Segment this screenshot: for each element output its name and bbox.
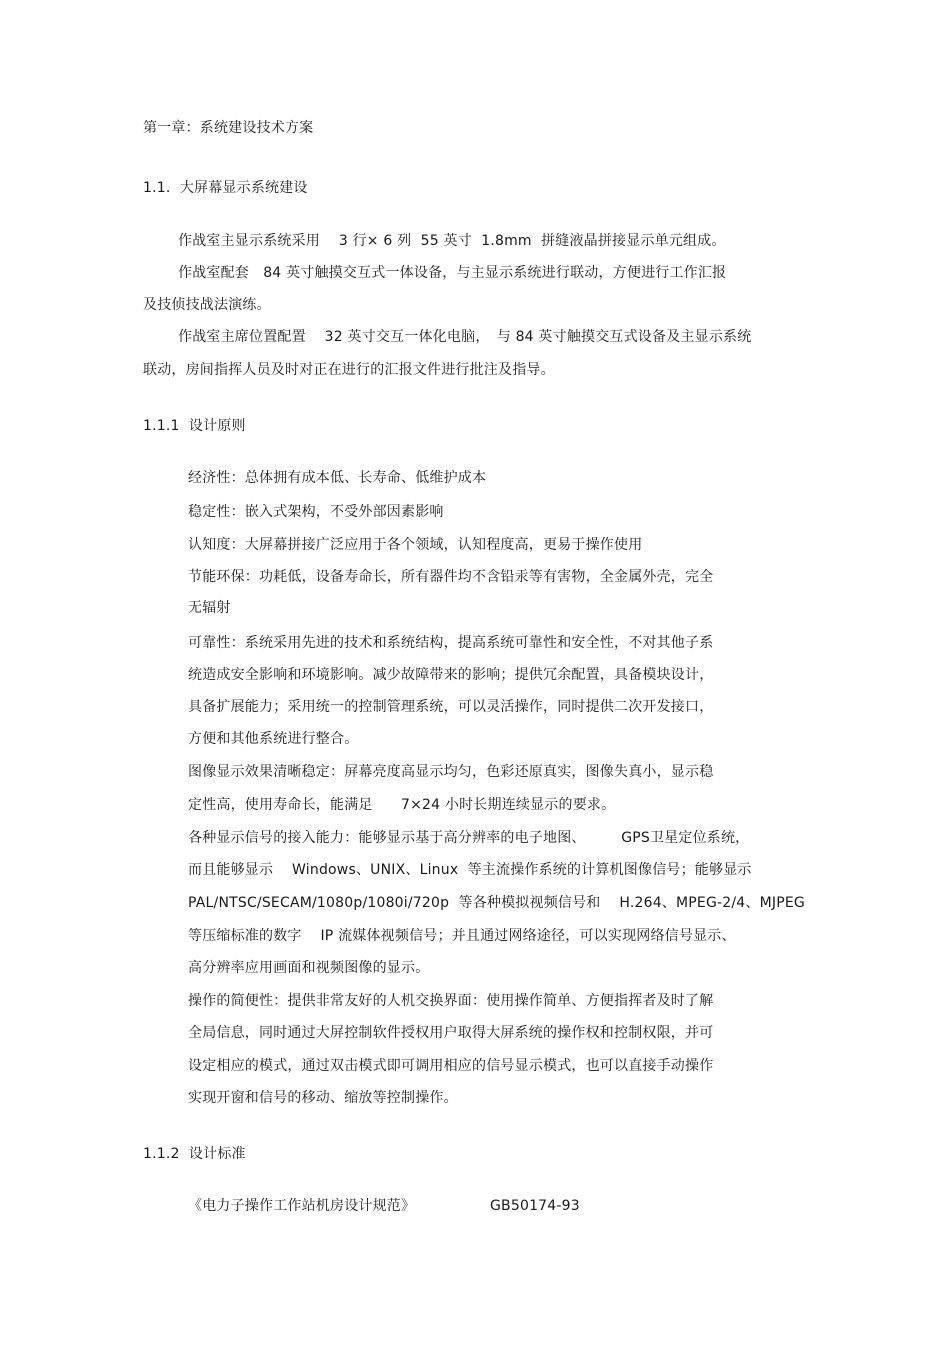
principle-line: 稳定性：嵌入式架构，不受外部因素影响 — [188, 504, 444, 520]
section-1-1-2-heading: 1.1.2 设计标准 — [143, 1146, 246, 1162]
principle-line: 各种显示信号的接入能力：能够显示基于高分辨率的电子地图、 GPS卫星定位系统， — [188, 830, 750, 846]
principle-line: 认知度：大屏幕拼接广泛应用于各个领域，认知程度高，更易于操作使用 — [188, 537, 643, 553]
paragraph-line: 及技侦技战法演练。 — [143, 297, 271, 313]
paragraph-line: 作战室主席位置配置 32 英寸交互一体化电脑， 与 84 英寸触摸交互式设备及主显示系统 — [178, 329, 752, 345]
principle-line: 定性高，使用寿命长，能满足 7×24 小时长期连续显示的要求。 — [188, 797, 616, 813]
section-1-1-heading: 1.1. 大屏幕显示系统建设 — [143, 180, 308, 196]
principle-line: 操作的简便性：提供非常友好的人机交换界面：使用操作简单、方便指挥者及时了解 — [188, 993, 714, 1009]
standard-code: GB50174-93 — [490, 1198, 580, 1214]
principle-line: 具备扩展能力；采用统一的控制管理系统，可以灵活操作，同时提供二次开发接口， — [188, 699, 714, 715]
standard-name: 《电力子操作工作站机房设计规范》 — [188, 1198, 416, 1214]
paragraph-line: 作战室配套 84 英寸触摸交互式一体设备，与主显示系统进行联动，方便进行工作汇报 — [178, 265, 727, 281]
principle-line: 实现开窗和信号的移动、缩放等控制操作。 — [188, 1090, 458, 1106]
principle-line: 节能环保：功耗低，设备寿命长，所有器件均不含铅汞等有害物，全金属外壳，完全 — [188, 569, 714, 585]
principle-line: 设定相应的模式，通过双击模式即可调用相应的信号显示模式，也可以直接手动操作 — [188, 1058, 714, 1074]
principle-line: 统造成安全影响和环境影响。减少故障带来的影响；提供冗余配置，具备模块设计， — [188, 667, 714, 683]
principle-line: 无辐射 — [188, 600, 231, 616]
principle-line: 方便和其他系统进行整合。 — [188, 731, 359, 747]
principle-line: PAL/NTSC/SECAM/1080p/1080i/720p 等各种模拟视频信号和 H.264、MPEG-2/4、MJPEG — [188, 895, 805, 911]
principle-line: 高分辨率应用画面和视频图像的显示。 — [188, 960, 430, 976]
principle-line: 等压缩标准的数字 IP 流媒体视频信号；并且通过网络途径，可以实现网络信号显示、 — [188, 928, 736, 944]
chapter-title: 第一章：系统建设技术方案 — [143, 120, 314, 136]
principle-line: 经济性：总体拥有成本低、长寿命、低维护成本 — [188, 470, 487, 486]
principle-line: 全局信息，同时通过大屏控制软件授权用户取得大屏系统的操作权和控制权限，并可 — [188, 1025, 714, 1041]
section-1-1-1-heading: 1.1.1 设计原则 — [143, 418, 246, 434]
principle-line: 而且能够显示 Windows、UNIX、Linux 等主流操作系统的计算机图像信号；能够显示 — [188, 862, 752, 878]
paragraph-line: 联动，房间指挥人员及时对正在进行的汇报文件进行批注及指导。 — [143, 362, 555, 378]
paragraph-line: 作战室主显示系统采用 3 行× 6 列 55 英寸 1.8mm 拼缝液晶拼接显示单元组成。 — [178, 233, 726, 249]
principle-line: 图像显示效果清晰稳定：屏幕亮度高显示均匀，色彩还原真实，图像失真小，显示稳 — [188, 764, 714, 780]
principle-line: 可靠性：系统采用先进的技术和系统结构，提高系统可靠性和安全性，不对其他子系 — [188, 635, 714, 651]
